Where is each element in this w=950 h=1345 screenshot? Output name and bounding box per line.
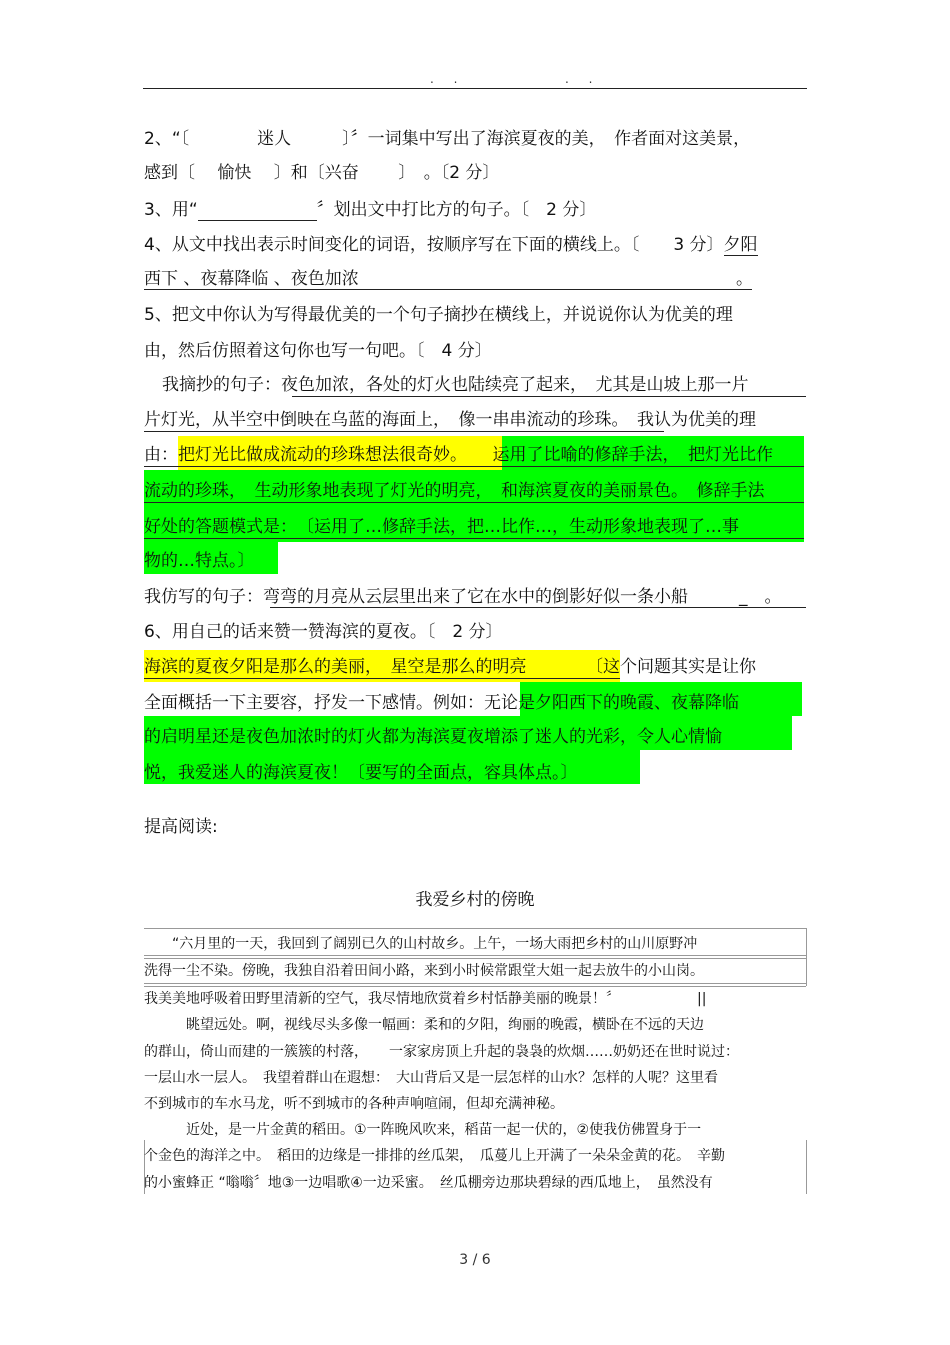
q4-line2: [144, 268, 359, 290]
q5-copy-label: 我摘抄的句子：: [162, 375, 281, 395]
q6-answer-rule: [144, 678, 620, 679]
q5-green-3: 好处的答题模式是： 〔运用了…修辞手法，把…比作…，生动形象地表现了…事: [144, 517, 739, 537]
q2-line2: 感到〔 愉快 〕和〔兴奋 〕 。〔2 分〕: [144, 163, 500, 183]
header-dots-left: . .: [430, 72, 466, 86]
passage-line-7: 不到城市的车水马龙，听不到城市的各种声响喧闹，但却充满神秘。: [144, 1096, 564, 1112]
passage-line-9: 个金色的海洋之中。 稻田的边缘是一排排的丝瓜架， 瓜蔓儿上开满了一朵朵金黄的花。 辛勤: [144, 1148, 725, 1164]
q4-answer-start: 夕阳: [723, 235, 758, 255]
q5-reason-rule1: [144, 466, 804, 467]
q5-green-4: 物的…特点。〕: [144, 551, 255, 571]
passage-line-5: 的群山，倚山而建的一簇簇的村落， 一家家房顶上升起的袅袅的炊烟……奶奶还在世时说过：: [144, 1044, 739, 1060]
q5-copy-line2: [144, 409, 756, 431]
q6-note-line2: [144, 692, 739, 714]
q6-note-4: 悦，我爱迷人的海滨夏夜！〔要写的全面点，容具体点。〕: [144, 763, 578, 783]
q5-copy-rule1: [292, 396, 806, 397]
q5-line2: 由，然后仿照着这句你也写一句吧。〔 4 分〕: [144, 341, 492, 361]
q5-reason-yellow: 把灯光比做成流动的珍珠想法很奇妙。: [178, 445, 459, 465]
passage-line-10: 的小蜜蜂正 “嗡嗡〞地③一边唱歌④一边采蜜。 丝瓜棚旁边那块碧绿的西瓜地上， 虽然没有: [144, 1175, 713, 1191]
passage-line-2: 洗得一尘不染。傍晚，我独自沿着田间小路，来到小时候常跟堂大姐一起去放牛的小山岗。: [144, 963, 704, 979]
q6-note-2b: 论是夕阳西下的晚霞、夜幕降临: [501, 693, 739, 713]
passage-line-8: 近处，是一片金黄的稻田。①一阵晚风吹来，稻苗一起一伏的，②使我仿佛置身于一: [144, 1122, 702, 1138]
q4-answer-end: 。: [736, 269, 753, 289]
q5-copy-line1: [162, 374, 749, 396]
q5-imitate-rule: [270, 607, 806, 608]
q6-note-3: 的启明星还是夜色加浓时的灯火都为海滨夏夜增添了迷人的光彩，令人心情愉: [144, 727, 722, 747]
passage-vline-right-top: [806, 928, 807, 986]
passage-line-1: “六月里的一天，我回到了阔别已久的山村故乡。上午，一场大雨把乡村的山川原野冲: [144, 936, 698, 952]
q5-copy-text1: 夜色加浓，各处的灯火也陆续亮了起来， 尤其是山坡上那一片: [281, 375, 749, 395]
passage-rule-2b: [144, 986, 806, 987]
q2-line1: 2、“〔 迷人 〕〞一词集中写出了海滨夏夜的美， 作者面对这美景，: [144, 129, 751, 149]
passage-rule-1b: [144, 958, 806, 959]
q5-green-1: 运用了比喻的修辞手法， 把灯光比作: [492, 445, 773, 465]
q5-imitate-label: 我仿写的句子：: [144, 587, 263, 607]
passage-vline-right-bottom: [806, 1140, 807, 1194]
passage-rule-1: [144, 955, 806, 956]
q3-text-b: 〞划出文中打比方的句子。〔 2 分〕: [316, 200, 597, 220]
passage-line-6: 一层山水一层人。 我望着群山在遐想： 大山背后又是一层怎样的山水？怎样的人呢？这里看: [144, 1070, 718, 1086]
page-number: 3 / 6: [459, 1252, 491, 1268]
q5-reason-line1: [144, 444, 773, 466]
q5-imitate-line: [144, 586, 782, 608]
q5-reason-rule3: [144, 538, 804, 539]
q3-text-a: 3、用“: [144, 200, 198, 220]
q4-answer: 西下 、夜幕降临 、夜色加浓: [144, 269, 359, 289]
q4-line1: [144, 234, 758, 256]
q5-line1: 5、把文中你认为写得最优美的一个句子摘抄在横线上，并说说你认为优美的理: [144, 305, 733, 325]
passage-title: 我爱乡村的傍晚: [415, 890, 535, 910]
header-dots-right: . .: [565, 72, 601, 86]
q3-blank: [198, 200, 317, 221]
q5-reason-label: 我认为优美的理: [637, 410, 756, 430]
passage-line-3: 我美美地呼吸着田野里清新的空气，我尽情地欣赏着乡村恬静美丽的晚景！〞 ||: [144, 991, 707, 1007]
q6-answer-line: [144, 656, 756, 678]
header-rule: [143, 88, 807, 89]
q6-note-2a: 全面概括一下主要容，抒发一下感情。例如：无: [144, 693, 501, 713]
section-label: 提高阅读:: [144, 817, 218, 837]
passage-line-4: 眺望远处。啊，视线尽头多像一幅画：柔和的夕阳，绚丽的晚霞，横卧在不远的天边: [144, 1017, 704, 1033]
passage-rule-2: [144, 983, 806, 984]
q5-copy-text2: 片灯光，从半空中倒映在乌蓝的海面上， 像一串串流动的珍珠。: [144, 410, 620, 430]
q5-imitate-text: 弯弯的月亮从云层里出来了它在水中的倒影好似一条小船 _ 。: [263, 587, 782, 607]
q6-answer: 海滨的夏夜夕阳是那么的美丽， 星空是那么的明亮: [144, 657, 595, 677]
q4-answer-rule: [144, 289, 752, 290]
q3-line: [144, 199, 596, 221]
q4-question: 4、从文中找出表示时间变化的词语，按顺序写在下面的横线上。〔 3 分〕: [144, 235, 724, 255]
q6-line1: 6、用自己的话来赞一赞海滨的夏夜。〔 2 分〕: [144, 622, 503, 642]
q5-green-2: 流动的珍珠， 生动形象地表现了灯光的明亮， 和海滨夏夜的美丽景色。 修辞手法: [144, 481, 765, 501]
q5-reason-prefix: 由：: [144, 445, 178, 465]
q5-reason-rule2: [144, 502, 804, 503]
q5-copy-rule2: [144, 431, 664, 432]
passage-rule-top: [144, 928, 806, 929]
q6-note-1: 〔这个问题其实是让你: [594, 657, 756, 677]
